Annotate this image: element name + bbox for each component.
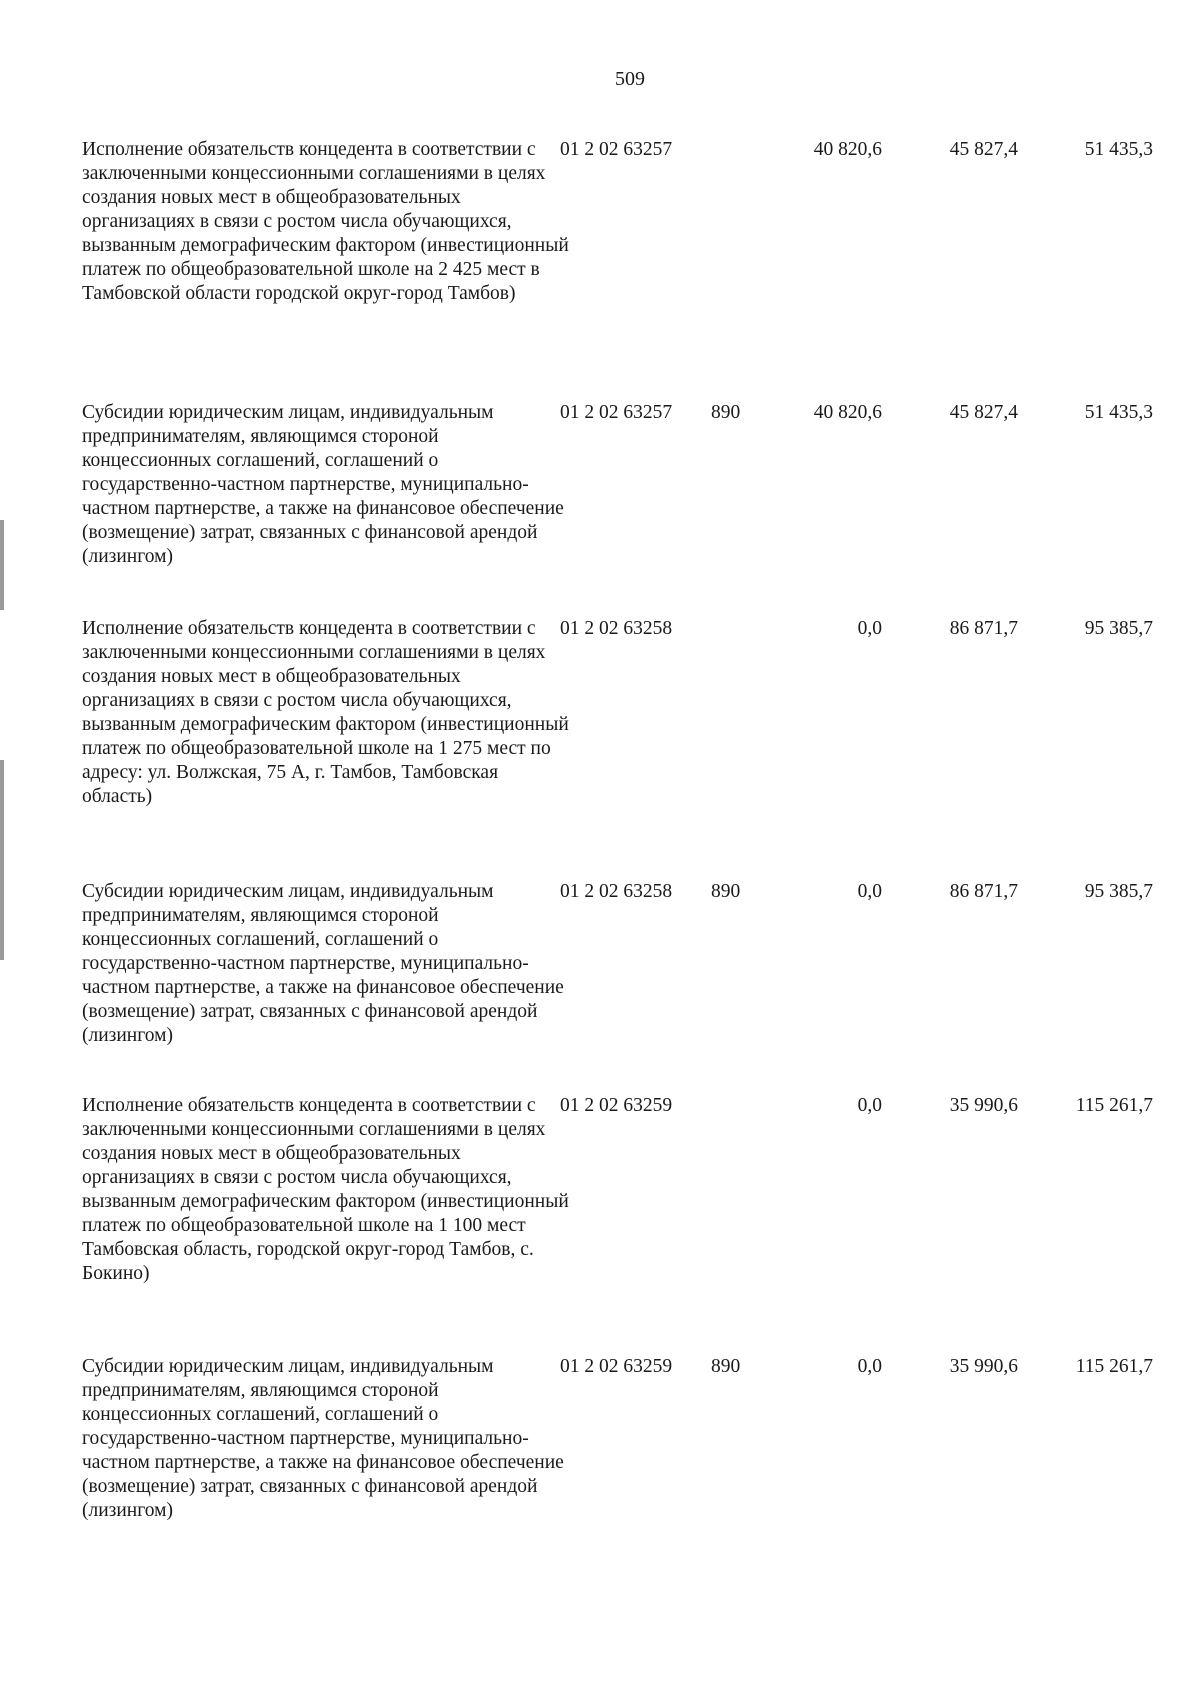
row-description: Исполнение обязательств концедента в соответствии с заключенными концессионными соглашениями в целях создания новых мест в общеобразовательных организациях в связи с ростом числа обучающихся, вызванным демографическим фактором (инвестиционный платеж по общеобразовательной школе на 2 425 мест в Тамбовской области городской округ-город Тамбов) — [82, 139, 569, 304]
scan-edge-mark — [0, 520, 4, 610]
expense-type-code: 890 — [711, 402, 741, 423]
target-article-code: 01 2 02 63259 — [560, 1356, 673, 1377]
row-description: Субсидии юридическим лицам, индивидуальным предпринимателям, являющимся стороной концессионных соглашений, соглашений о государственно-частном партнерстве, муниципально-частном партнерстве, а также на финансовое обеспечение (возмещение) затрат, связанных с финансовой арендой (лизингом) — [82, 402, 564, 567]
amount-year-3: 95 385,7 — [1084, 881, 1153, 902]
scan-edge-mark — [0, 760, 4, 960]
amount-year-2: 35 990,6 — [949, 1095, 1018, 1116]
amount-year-2: 86 871,7 — [949, 618, 1018, 639]
amount-year-2: 45 827,4 — [949, 402, 1018, 423]
amount-year-2: 86 871,7 — [949, 881, 1018, 902]
amount-year-3: 51 435,3 — [1084, 402, 1153, 423]
amount-year-3: 115 261,7 — [1075, 1095, 1153, 1116]
amount-year-1: 0,0 — [857, 1095, 882, 1116]
expense-type-code: 890 — [711, 1356, 741, 1377]
amount-year-3: 51 435,3 — [1084, 139, 1153, 160]
amount-year-3: 95 385,7 — [1084, 618, 1153, 639]
row-description: Субсидии юридическим лицам, индивидуальным предпринимателям, являющимся стороной концессионных соглашений, соглашений о государственно-частном партнерстве, муниципально-частном партнерстве, а также на финансовое обеспечение (возмещение) затрат, связанных с финансовой арендой (лизингом) — [82, 881, 564, 1046]
target-article-code: 01 2 02 63258 — [560, 881, 673, 902]
amount-year-1: 0,0 — [857, 1356, 882, 1377]
target-article-code: 01 2 02 63259 — [560, 1095, 673, 1116]
amount-year-1: 0,0 — [857, 618, 882, 639]
amount-year-1: 0,0 — [857, 881, 882, 902]
amount-year-1: 40 820,6 — [813, 139, 882, 160]
row-description: Субсидии юридическим лицам, индивидуальным предпринимателям, являющимся стороной концессионных соглашений, соглашений о государственно-частном партнерстве, муниципально-частном партнерстве, а также на финансовое обеспечение (возмещение) затрат, связанных с финансовой арендой (лизингом) — [82, 1356, 564, 1521]
target-article-code: 01 2 02 63257 — [560, 402, 673, 423]
amount-year-2: 35 990,6 — [949, 1356, 1018, 1377]
target-article-code: 01 2 02 63257 — [560, 139, 673, 160]
page-number: 509 — [615, 68, 645, 90]
amount-year-1: 40 820,6 — [813, 402, 882, 423]
amount-year-3: 115 261,7 — [1075, 1356, 1153, 1377]
row-description: Исполнение обязательств концедента в соответствии с заключенными концессионными соглашениями в целях создания новых мест в общеобразовательных организациях в связи с ростом числа обучающихся, вызванным демографическим фактором (инвестиционный платеж по общеобразовательной школе на 1 100 мест Тамбовская область, городской округ-город Тамбов, с. Бокино) — [82, 1095, 569, 1284]
row-description: Исполнение обязательств концедента в соответствии с заключенными концессионными соглашениями в целях создания новых мест в общеобразовательных организациях в связи с ростом числа обучающихся, вызванным демографическим фактором (инвестиционный платеж по общеобразовательной школе на 1 275 мест по адресу: ул. Волжская, 75 А, г. Тамбов, Тамбовская область) — [82, 618, 569, 807]
expense-type-code: 890 — [711, 881, 741, 902]
amount-year-2: 45 827,4 — [949, 139, 1018, 160]
target-article-code: 01 2 02 63258 — [560, 618, 673, 639]
